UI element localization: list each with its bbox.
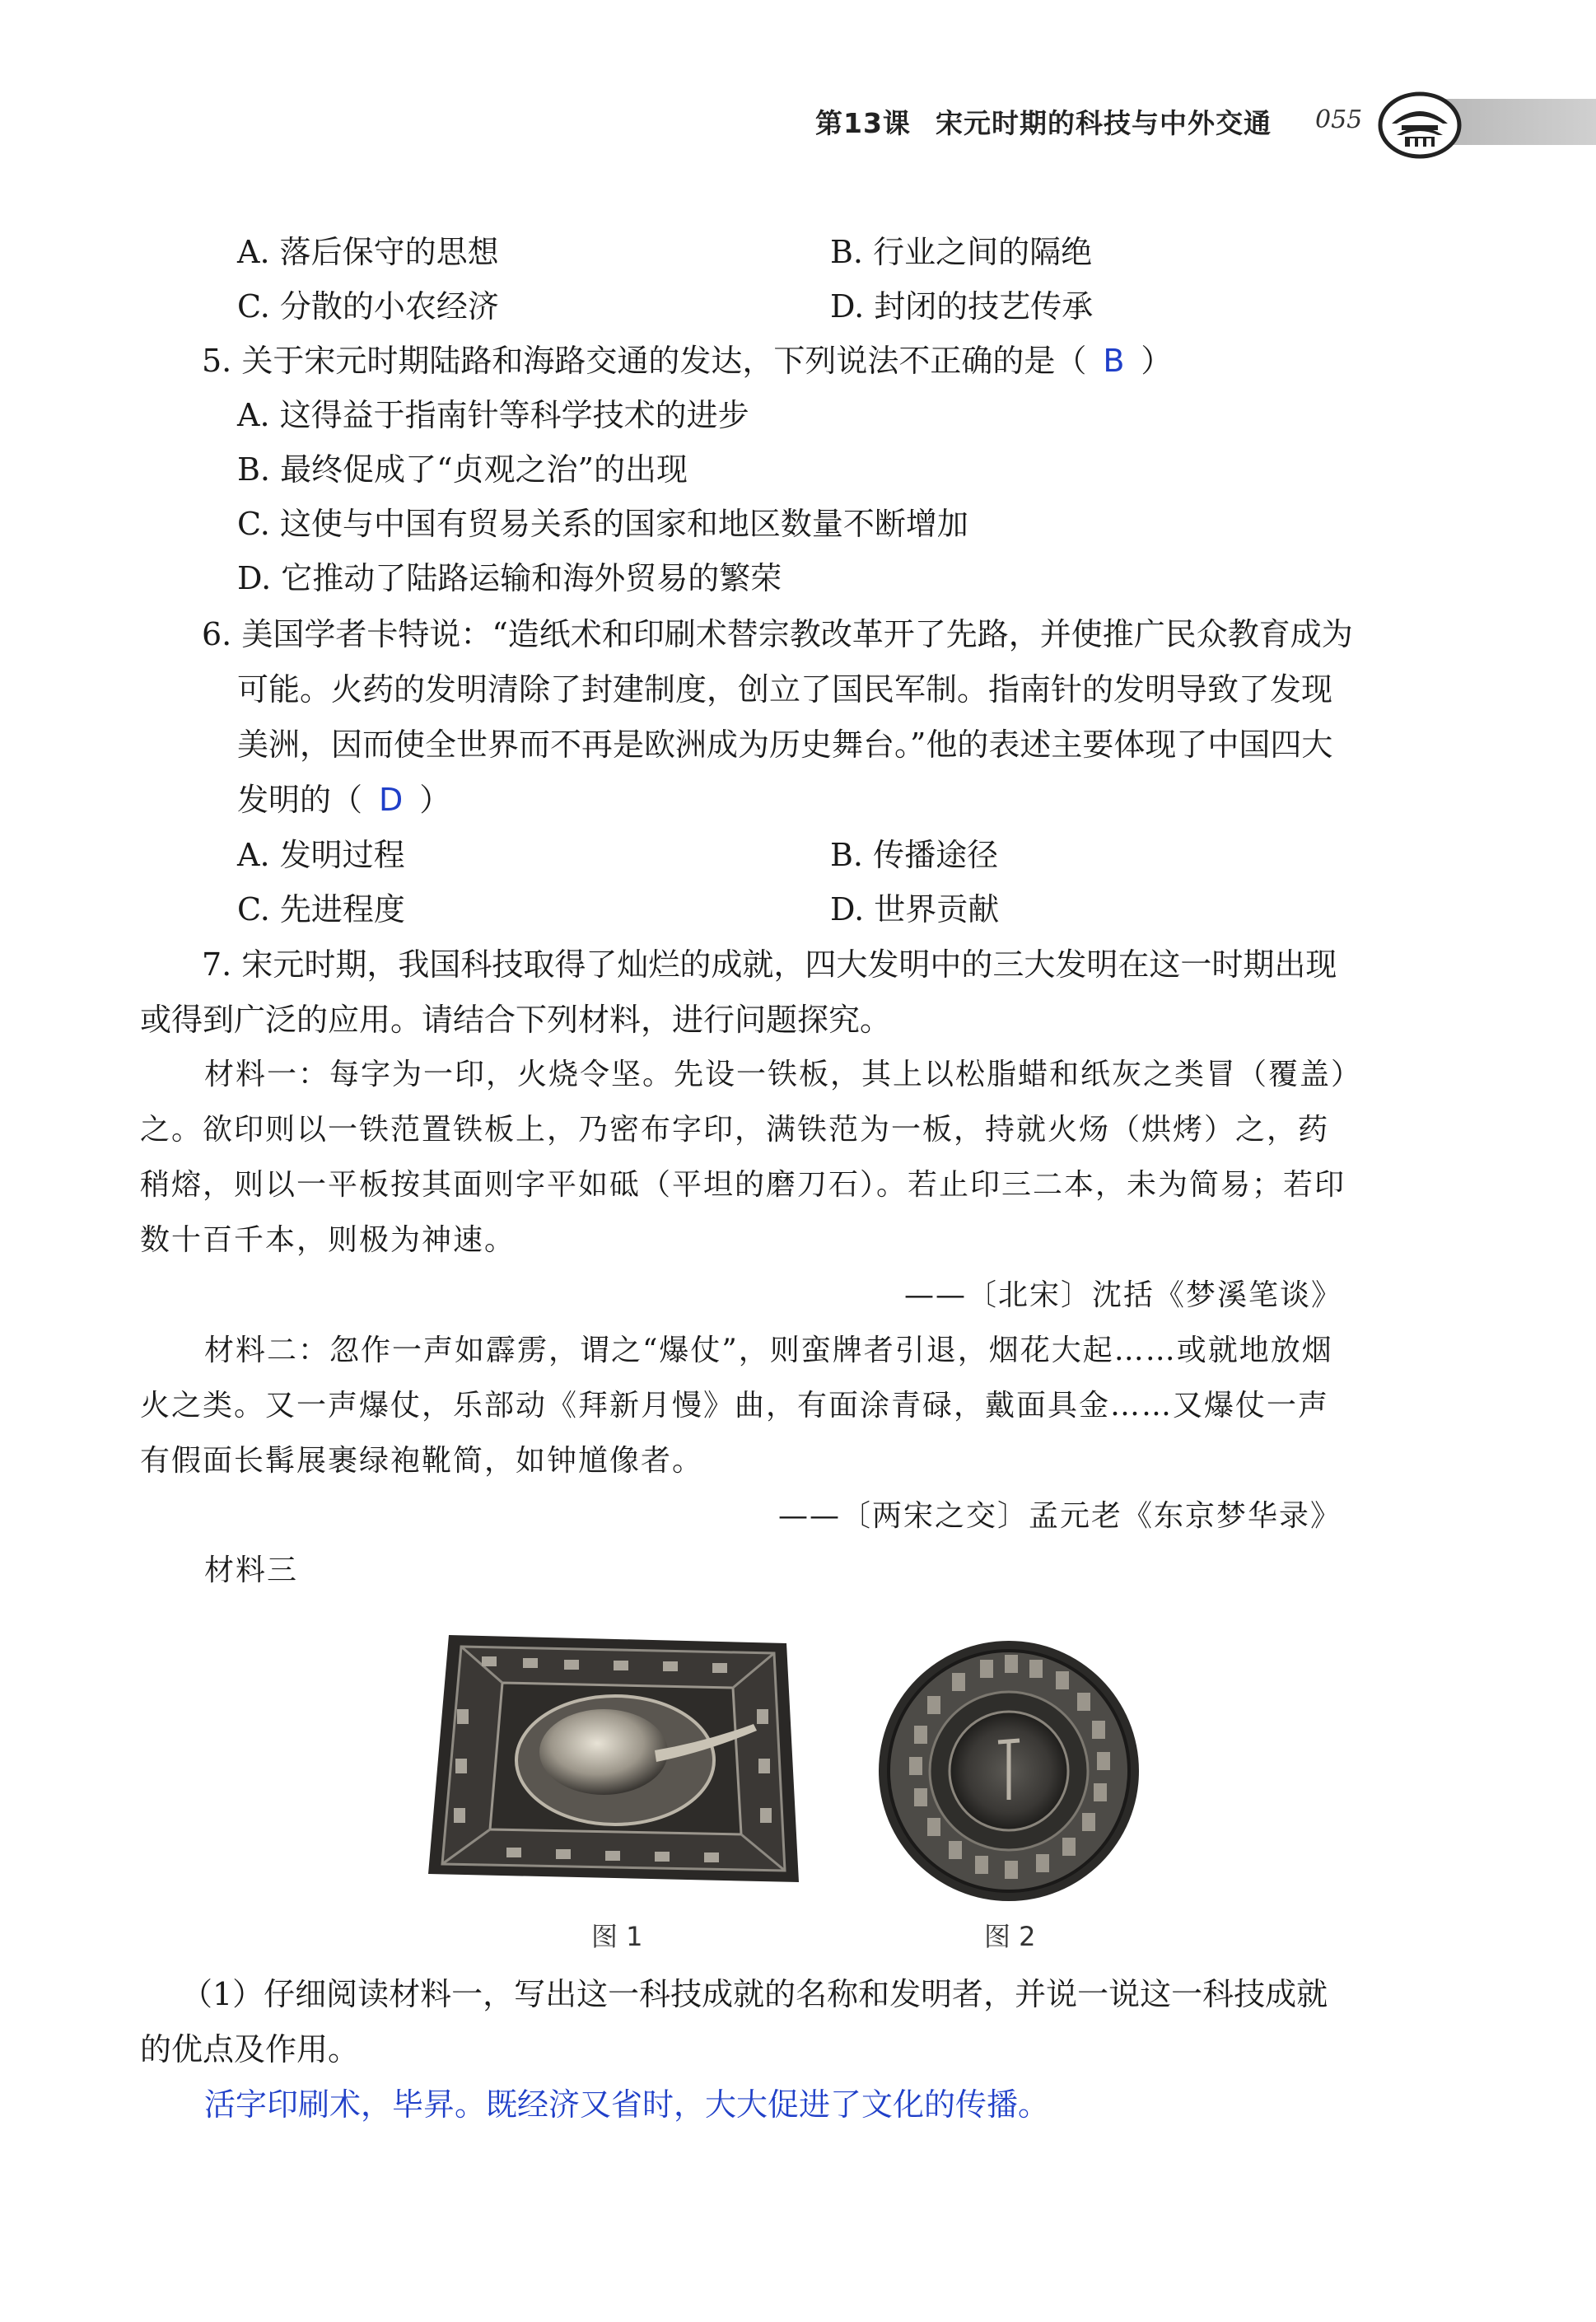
q6-option-b: B. 传播途径 bbox=[830, 837, 999, 873]
q7-intro-2: 或得到广泛的应用。请结合下列材料，进行问题探究。 bbox=[140, 1002, 892, 1038]
q5-option-d: D. 它推动了陆路运输和海外贸易的繁荣 bbox=[237, 560, 782, 596]
q5-close: ） bbox=[1141, 343, 1173, 379]
material1-source: ——〔北宋〕沈括《梦溪笔谈》 bbox=[904, 1278, 1343, 1312]
lesson-number: 第13课 bbox=[815, 107, 911, 139]
sinan-compass-figure bbox=[424, 1627, 803, 1890]
material1-line-4: 数十百千本，则极为神速。 bbox=[140, 1223, 516, 1257]
q5-stem-text: 5. 关于宋元时期陆路和海路交通的发达，下列说法不正确的是（ bbox=[202, 343, 1087, 379]
q6-line-1: 6. 美国学者卡特说：“造纸术和印刷术替宗教改革开了先路，并使推广民众教育成为 bbox=[202, 616, 1353, 652]
material2-line-2: 火之类。又一声爆仗，乐部动《拜新月慢》曲，有面涂青碌，戴面具金……又爆仗一声 bbox=[140, 1389, 1330, 1423]
q6-last-prefix: 发明的（ bbox=[237, 782, 363, 818]
compass-bowl-figure bbox=[873, 1635, 1145, 1907]
sub1-line-2: 的优点及作用。 bbox=[140, 2031, 360, 2067]
material2-line-1: 材料二：忽作一声如霹雳，谓之“爆仗”，则蛮牌者引退，烟花大起……或就地放烟 bbox=[204, 1334, 1333, 1367]
q6-option-a: A. 发明过程 bbox=[237, 837, 405, 873]
lesson-title: 宋元时期的科技与中外交通 bbox=[935, 107, 1272, 139]
q6-option-c: C. 先进程度 bbox=[237, 891, 405, 927]
material1-line-2: 之。欲印则以一铁范置铁板上，乃密布字印，满铁范为一板，持就火炀（烘烤）之，药 bbox=[140, 1113, 1330, 1147]
header-bar bbox=[1443, 99, 1596, 145]
q6-option-d: D. 世界贡献 bbox=[830, 891, 1000, 927]
q5-answer: B bbox=[1103, 343, 1125, 379]
pavilion-emblem-icon bbox=[1377, 91, 1463, 160]
header-title bbox=[815, 102, 1272, 141]
q5-option-b: B. 最终促成了“贞观之治”的出现 bbox=[237, 451, 688, 488]
material2-line-3: 有假面长髯展裹绿袍靴简，如钟馗像者。 bbox=[140, 1444, 704, 1478]
q4-option-a: A. 落后保守的思想 bbox=[237, 234, 499, 270]
page-header bbox=[0, 91, 1596, 157]
q6-close: ） bbox=[419, 782, 451, 818]
sub1-line-1: （1）仔细阅读材料一，写出这一科技成就的名称和发明者，并说一说这一科技成就 bbox=[181, 1976, 1328, 2012]
q6-line-3: 美洲，因而使全世界而不再是欧洲成为历史舞台。”他的表述主要体现了中国四大 bbox=[237, 727, 1333, 763]
page-number: 055 bbox=[1315, 105, 1363, 134]
q5-option-a: A. 这得益于指南针等科学技术的进步 bbox=[237, 397, 749, 433]
q6-line-4 bbox=[237, 779, 450, 820]
q7-intro-1: 7. 宋元时期，我国科技取得了灿烂的成就，四大发明中的三大发明在这一时期出现 bbox=[202, 946, 1337, 983]
material3-label: 材料三 bbox=[204, 1553, 299, 1587]
q4-option-c: C. 分散的小农经济 bbox=[237, 288, 499, 325]
material1-line-1: 材料一：每字为一印，火烧令坚。先设一铁板，其上以松脂蜡和纸灰之类冒（覆盖） bbox=[204, 1058, 1363, 1091]
material2-source: ——〔两宋之交〕孟元老《东京梦华录》 bbox=[778, 1499, 1342, 1533]
q4-option-d: D. 封闭的技艺传承 bbox=[830, 288, 1094, 325]
q5-option-c: C. 这使与中国有贸易关系的国家和地区数量不断增加 bbox=[237, 506, 968, 542]
material1-line-3: 稍熔，则以一平板按其面则字平如砥（平坦的磨刀石）。若止印三二本，未为简易；若印 bbox=[140, 1168, 1346, 1202]
figure-2-caption: 图 2 bbox=[984, 1921, 1036, 1952]
q6-answer: D bbox=[379, 782, 404, 818]
q4-option-b: B. 行业之间的隔绝 bbox=[830, 234, 1093, 270]
q6-line-2: 可能。火药的发明清除了封建制度，创立了国民军制。指南针的发明导致了发现 bbox=[237, 671, 1333, 708]
figure-1-caption: 图 1 bbox=[591, 1921, 643, 1952]
q5-stem bbox=[202, 340, 1172, 381]
sub1-answer: 活字印刷术，毕昇。既经济又省时，大大促进了文化的传播。 bbox=[204, 2086, 1050, 2123]
